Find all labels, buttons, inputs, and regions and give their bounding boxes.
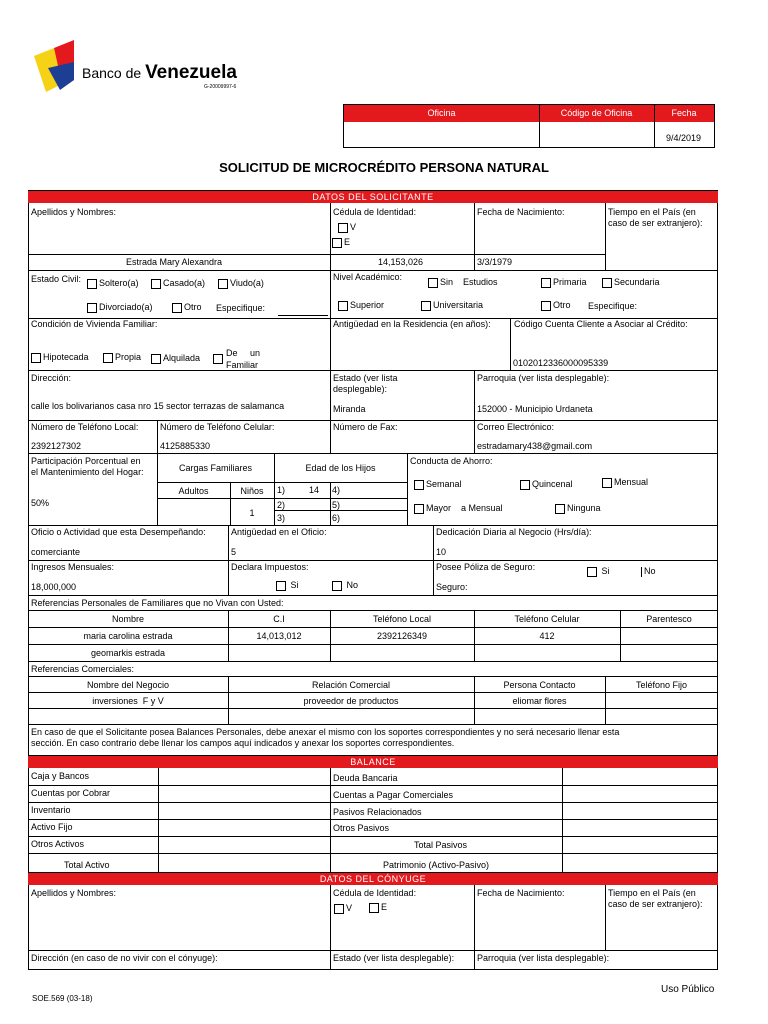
label-estado-civil: Estado Civil: <box>31 274 82 284</box>
casado-checkbox[interactable] <box>151 279 161 289</box>
sin-estudios-checkbox[interactable] <box>428 278 438 288</box>
label-seguro: Seguro: <box>436 582 468 592</box>
label-antig-oficio: Antigüedad en el Oficio: <box>231 527 327 537</box>
ref-pers-row-1-nombre[interactable]: maria carolina estrada <box>83 631 173 641</box>
balance-otros-activos: Otros Activos <box>31 839 85 849</box>
hijo-1-field[interactable]: 14 <box>309 485 320 495</box>
label-estado: Estado (ver lista <box>333 373 398 383</box>
mensual-checkbox[interactable] <box>602 478 612 488</box>
page-title: SOLICITUD DE MICROCRÉDITO PERSONA NATURAL <box>219 160 549 175</box>
label-tiempo-pais: Tiempo en el País (en caso de ser extranjero): <box>608 207 703 228</box>
label-impuestos: Declara Impuestos: <box>231 562 309 572</box>
otro-nivel-option[interactable]: Otro <box>541 300 571 311</box>
conyuge-bar: DATOS DEL CÓNYUGE <box>28 873 718 885</box>
cedula-e-option[interactable]: E <box>332 237 350 248</box>
correo-field[interactable]: estradamary438@gmail.com <box>477 441 593 451</box>
divorciado-checkbox[interactable] <box>87 303 97 313</box>
soltero-option[interactable]: Soltero(a) <box>87 278 139 289</box>
label-fax: Número de Fax: <box>333 422 398 432</box>
balance-pasivos-relacionados: Pasivos Relacionados <box>333 807 422 817</box>
mensual-option[interactable]: Mensual <box>602 477 648 488</box>
ref-pers-header-tel-cel: Teléfono Celular <box>514 614 580 624</box>
viudo-checkbox[interactable] <box>218 279 228 289</box>
balance-cuentas-cobrar: Cuentas por Cobrar <box>31 788 111 798</box>
primaria-checkbox[interactable] <box>541 278 551 288</box>
conyuge-e-checkbox[interactable] <box>369 903 379 913</box>
bank-name: Banco de Venezuela <box>82 62 237 83</box>
balance-activo-fijo: Activo Fijo <box>31 822 73 832</box>
form-code: SOE.569 (03-18) <box>32 994 93 1003</box>
label-ingresos: Ingresos Mensuales: <box>31 562 115 572</box>
label-especifique-civil: Especifique: <box>216 303 266 313</box>
label-estado-2: desplegable): <box>333 384 388 394</box>
conyuge-label-cedula: Cédula de Identidad: <box>333 888 417 898</box>
cedula-v-checkbox[interactable] <box>338 223 348 233</box>
balance-inventario: Inventario <box>31 805 71 815</box>
secundaria-option[interactable]: Secundaria <box>602 277 660 288</box>
fecha-nac-field[interactable]: 3/3/1979 <box>477 257 513 267</box>
ref-pers-header-nombre: Nombre <box>111 614 144 624</box>
impuestos-si-checkbox[interactable] <box>276 581 286 591</box>
label-parroquia: Parroquia (ver lista desplegable): <box>477 373 610 383</box>
label-poliza: Posee Póliza de Seguro: <box>436 562 536 572</box>
casado-option[interactable]: Casado(a) <box>151 278 205 289</box>
familiar-option[interactable] <box>213 353 225 364</box>
hijo-6-label: 6) <box>332 513 341 523</box>
propia-option[interactable]: Propia <box>103 352 141 363</box>
ref-com-header-negocio: Nombre del Negocio <box>86 680 170 690</box>
label-participacion-2: el Mantenimiento del Hogar: <box>31 467 144 477</box>
ref-pers-header-ci: C.I <box>273 614 285 624</box>
universitaria-option[interactable]: Universitaria <box>421 300 483 311</box>
tel-local-field[interactable]: 2392127302 <box>31 441 82 451</box>
semanal-checkbox[interactable] <box>414 480 424 490</box>
primaria-option[interactable]: Primaria <box>541 277 587 288</box>
conyuge-label-estado: Estado (ver lista desplegable): <box>333 953 455 963</box>
balance-deuda-bancaria: Deuda Bancaria <box>333 773 398 783</box>
label-cargas: Cargas Familiares <box>178 463 253 473</box>
mayor-mensual-checkbox[interactable] <box>414 504 424 514</box>
balance-patrimonio: Patrimonio (Activo-Pasivo) <box>383 860 490 870</box>
ref-com-header-relacion: Relación Comercial <box>311 680 391 690</box>
familiar-checkbox[interactable] <box>213 354 223 364</box>
conyuge-label-direccion: Dirección (en caso de no vivir con el cónyuge): <box>31 953 218 963</box>
ref-com-header-contacto: Persona Contacto <box>503 680 576 690</box>
label-edad-hijos: Edad de los Hijos <box>305 463 376 473</box>
divorciado-option[interactable]: Divorciado(a) <box>87 302 153 313</box>
label-codigo-cuenta: Código Cuenta Cliente a Asociar al Crédito: <box>514 319 688 329</box>
balance-otros-pasivos: Otros Pasivos <box>333 823 390 833</box>
label-fecha-nac: Fecha de Nacimiento: <box>477 207 565 217</box>
label-direccion: Dirección: <box>31 373 72 383</box>
balance-total-activo: Total Activo <box>64 860 110 870</box>
poliza-si-checkbox[interactable] <box>587 567 597 577</box>
conyuge-label-parroquia: Parroquia (ver lista desplegable): <box>477 953 610 963</box>
poliza-no-option[interactable]: No <box>632 566 656 577</box>
hijo-2-label: 2) <box>277 500 286 510</box>
cedula-field[interactable]: 14,153,026 <box>378 257 424 267</box>
impuestos-no-checkbox[interactable] <box>332 581 342 591</box>
ref-pers-row-1-ci[interactable]: 14,013,012 <box>256 631 302 641</box>
superior-option[interactable]: Superior <box>338 300 384 311</box>
label-participacion: Participación Porcentual en <box>31 456 141 466</box>
label-cedula: Cédula de Identidad: <box>333 207 417 217</box>
sin-estudios-option[interactable]: Sin Estudios <box>428 277 498 288</box>
conyuge-cedula-v-option[interactable]: V <box>334 903 352 914</box>
propia-checkbox[interactable] <box>103 353 113 363</box>
balance-note-line-2: sección. En caso contrario debe llenar los campos aquí indicados y anexar los soportes correspondientes. <box>31 738 455 748</box>
conyuge-v-checkbox[interactable] <box>334 904 344 914</box>
ninguna-option[interactable]: Ninguna <box>555 503 601 514</box>
poliza-si-option[interactable]: Si <box>587 566 610 577</box>
label-nombres: Apellidos y Nombres: <box>31 207 117 217</box>
label-dedicacion: Dedicación Diaria al Negocio (Hrs/día): <box>436 527 592 537</box>
ref-com-header-telefono: Teléfono Fijo <box>635 680 688 690</box>
office-code-header: Código de Oficina <box>560 108 633 118</box>
label-conducta-ahorro: Conducta de Ahorro: <box>410 456 493 466</box>
ref-pers-header-parentesco: Parentesco <box>646 614 692 624</box>
uso-publico: Uso Público <box>661 984 715 995</box>
balance-caja-bancos: Caja y Bancos <box>31 771 90 781</box>
ref-pers-row-2-nombre[interactable]: geomarkis estrada <box>90 648 166 658</box>
direccion-field[interactable]: calle los bolivarianos casa nro 15 sector terrazas de salamanca <box>31 401 285 411</box>
impuestos-si-option[interactable]: Si <box>276 580 299 591</box>
mayor-mensual-option[interactable]: Mayor a Mensual <box>414 503 503 514</box>
bank-rif: G-20009997-6 <box>204 84 237 90</box>
familiar-label-2: Familiar <box>226 360 259 370</box>
parroquia-field[interactable]: 152000 - Municipio Urdaneta <box>477 404 593 414</box>
hipotecada-checkbox[interactable] <box>31 353 41 363</box>
participacion-field[interactable]: 50% <box>31 498 50 508</box>
label-correo: Correo Electrónico: <box>477 422 555 432</box>
label-antig-residencia: Antigüedad en la Residencia (en años): <box>333 319 491 329</box>
date-header: Fecha <box>671 108 697 118</box>
cedula-e-checkbox[interactable] <box>332 238 342 248</box>
ninguna-checkbox[interactable] <box>555 504 565 514</box>
oficio-field[interactable]: comerciante <box>31 547 81 557</box>
hijo-1-label: 1) <box>277 485 286 495</box>
label-adultos: Adultos <box>178 486 209 496</box>
poliza-no-checkbox[interactable] <box>632 567 642 577</box>
hipotecada-option[interactable]: Hipotecada <box>31 352 89 363</box>
label-oficio: Oficio o Actividad que esta Desempeñando: <box>31 527 206 537</box>
date-field[interactable]: 9/4/2019 <box>666 133 702 143</box>
conyuge-label-nombres: Apellidos y Nombres: <box>31 888 117 898</box>
quincenal-checkbox[interactable] <box>520 480 530 490</box>
impuestos-no-option[interactable]: No <box>332 580 358 591</box>
office-header: Oficina <box>427 108 456 118</box>
ref-com-row-1-negocio[interactable]: inversiones F y V <box>92 696 164 706</box>
alquilada-checkbox[interactable] <box>151 354 161 364</box>
otro-civil-option[interactable]: Otro <box>172 302 202 313</box>
balance-note-line-1: En caso de que el Solicitante posea Balances Personales, debe anexar el mismo con los soportes correspondientes y no será necesario llenar esta <box>31 727 620 737</box>
label-tel-local: Número de Teléfono Local: <box>31 422 139 432</box>
conyuge-cedula-e-option[interactable]: E <box>369 902 387 913</box>
label-nivel-academico: Nivel Académico: <box>333 272 403 282</box>
quincenal-option[interactable]: Quincenal <box>520 479 573 490</box>
label-especifique-nivel: Especifique: <box>588 301 638 311</box>
semanal-option[interactable]: Semanal <box>414 479 462 490</box>
balance-bar: BALANCE <box>28 756 718 768</box>
alquilada-option[interactable]: Alquilada <box>151 353 200 364</box>
otro-nivel-checkbox[interactable] <box>541 301 551 311</box>
hijo-4-label: 4) <box>332 485 341 495</box>
ninos-field[interactable]: 1 <box>249 508 255 518</box>
ref-com-row-1-relacion[interactable]: proveedor de productos <box>303 696 399 706</box>
cedula-v-option[interactable]: V <box>338 222 356 233</box>
secundaria-checkbox[interactable] <box>602 278 612 288</box>
ref-pers-row-1-tel-local[interactable]: 2392126349 <box>376 631 428 641</box>
ref-pers-row-1-tel-cel[interactable]: 412 <box>539 631 555 641</box>
codigo-cuenta-field[interactable]: 0102012336000095339 <box>513 358 609 368</box>
ref-comerciales-title: Referencias Comerciales: <box>31 664 135 674</box>
label-vivienda: Condición de Vivienda Familiar: <box>31 319 158 329</box>
familiar-label: De un <box>226 348 261 358</box>
ingresos-field[interactable]: 18,000,000 <box>31 582 77 592</box>
otro-civil-checkbox[interactable] <box>172 303 182 313</box>
antig-oficio-field[interactable]: 5 <box>231 547 237 557</box>
balance-total-pasivos: Total Pasivos <box>414 840 468 850</box>
nombres-field[interactable]: Estrada Mary Alexandra <box>126 257 223 267</box>
bank-logo <box>34 40 78 92</box>
estado-field[interactable]: Miranda <box>333 404 366 414</box>
soltero-checkbox[interactable] <box>87 279 97 289</box>
ref-com-row-1-contacto[interactable]: eliomar flores <box>512 696 567 706</box>
hijo-3-label: 3) <box>277 513 286 523</box>
balance-cuentas-pagar: Cuentas a Pagar Comerciales <box>333 790 454 800</box>
ref-personales-title: Referencias Personales de Familiares que no Vivan con Usted: <box>31 598 284 608</box>
label-tel-celular: Número de Teléfono Celular: <box>160 422 275 432</box>
tel-celular-field[interactable]: 4125885330 <box>160 441 211 451</box>
dedicacion-field[interactable]: 10 <box>436 547 447 557</box>
hijo-5-label: 5) <box>332 500 341 510</box>
superior-checkbox[interactable] <box>338 301 348 311</box>
ref-pers-header-tel-local: Teléfono Local <box>372 614 432 624</box>
office-table <box>343 104 715 148</box>
solicitante-bar: DATOS DEL SOLICITANTE <box>28 191 718 203</box>
universitaria-checkbox[interactable] <box>421 301 431 311</box>
conyuge-label-tiempo-pais: Tiempo en el País (en caso de ser extranjero): <box>608 888 703 909</box>
label-ninos: Niños <box>240 486 264 496</box>
conyuge-label-fecha-nac: Fecha de Nacimiento: <box>477 888 565 898</box>
viudo-option[interactable]: Viudo(a) <box>218 278 264 289</box>
